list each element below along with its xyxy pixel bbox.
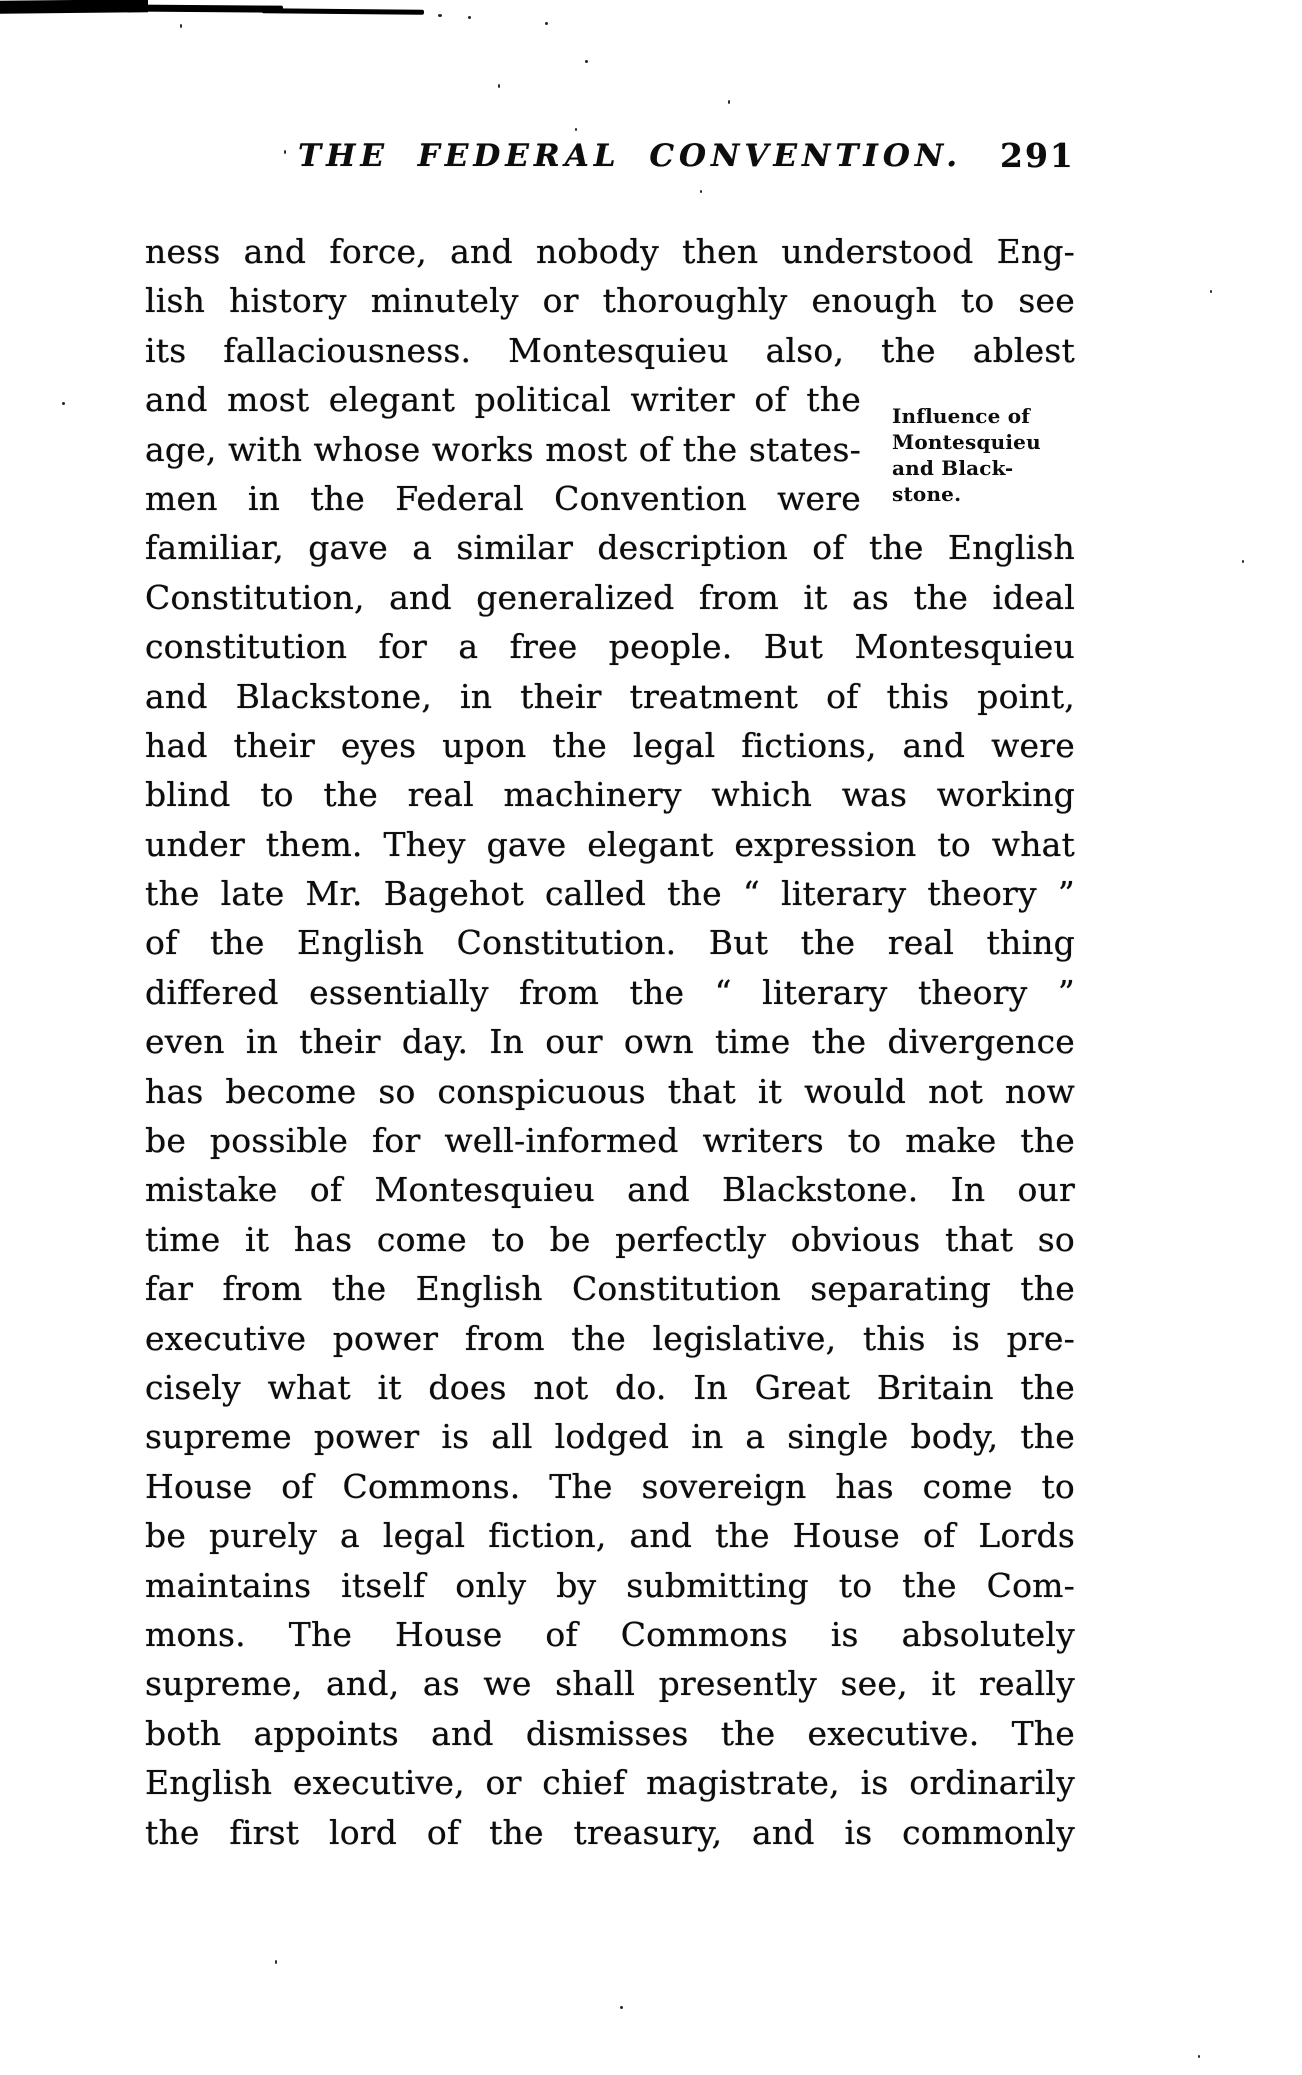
text-line: under them. They gave elegant expression to what (145, 824, 1075, 864)
page-number: 291 (1000, 136, 1075, 175)
text-line: and Blackstone, in their treatment of this point, (145, 676, 1075, 716)
running-header (0, 138, 1302, 190)
scan-speck (585, 60, 588, 63)
text-line: men in the Federal Convention were (145, 478, 861, 518)
scan-speck (1210, 290, 1212, 293)
text-line: differed essentially from the “ literary theory ” (145, 972, 1075, 1012)
text-line: be purely a legal fiction, and the House of Lords (145, 1516, 1075, 1556)
text-line: and most elegant political writer of the (145, 380, 861, 420)
scan-speck (545, 22, 548, 25)
text-line: lish history minutely or thoroughly enough to see (145, 281, 1075, 321)
text-line: supreme, and, as we shall presently see, it really (145, 1664, 1075, 1704)
scan-speck (438, 14, 442, 17)
scan-speck (575, 128, 577, 131)
text-line: ness and force, and nobody then understood Eng- (145, 232, 1075, 271)
text-line: constitution for a free people. But Montesquieu (145, 627, 1075, 667)
text-line: familiar, gave a similar description of the English (145, 528, 1075, 568)
text-line: supreme power is all lodged in a single body, the (145, 1417, 1075, 1457)
margin-note-line: and Black- (892, 456, 1014, 480)
scan-speck (620, 2006, 623, 2009)
scan-artifact (98, 4, 283, 12)
text-line: even in their day. In our own time the divergence (145, 1022, 1075, 1062)
text-line: mistake of Montesquieu and Blackstone. In our (145, 1170, 1075, 1210)
margin-note-line: Influence of (892, 404, 1031, 428)
text-line: executive power from the legislative, this is pre- (145, 1318, 1075, 1358)
text-line: English executive, or chief magistrate, is ordinarily (145, 1763, 1075, 1803)
text-line: be possible for well-informed writers to make the (145, 1121, 1075, 1161)
text-line: cisely what it does not do. In Great Britain the (145, 1367, 1075, 1407)
text-line: its fallaciousness. Montesquieu also, the ablest (145, 330, 1075, 370)
scan-speck (1198, 2055, 1200, 2058)
margin-note-line: Montesquieu (892, 430, 1041, 454)
scan-speck (62, 402, 65, 405)
scan-artifact (262, 8, 424, 14)
scan-speck (728, 100, 730, 104)
scan-speck (180, 24, 182, 28)
text-line: the late Mr. Bagehot called the “ literary theory ” (145, 874, 1075, 914)
text-line: far from the English Constitution separating the (145, 1269, 1075, 1309)
text-line: the first lord of the treasury, and is commonly (145, 1812, 1075, 1852)
margin-note (892, 403, 1112, 507)
text-line: had their eyes upon the legal fictions, and were (145, 725, 1075, 765)
scan-speck (498, 84, 500, 88)
text-line: has become so conspicuous that it would not now (145, 1071, 1075, 1111)
scan-speck (1242, 560, 1244, 563)
margin-note-line: stone. (892, 482, 962, 506)
scan-speck (700, 190, 702, 193)
text-line: maintains itself only by submitting to the Com- (145, 1565, 1075, 1605)
text-line: Constitution, and generalized from it as the ideal (145, 577, 1075, 617)
text-line: blind to the real machinery which was working (145, 775, 1075, 815)
text-line: mons. The House of Commons is absolutely (145, 1614, 1075, 1654)
page-title: THE FEDERAL CONVENTION. (298, 138, 963, 174)
text-line: of the English Constitution. But the real thing (145, 923, 1075, 963)
text-line: time it has come to be perfectly obvious that so (145, 1219, 1075, 1259)
text-line: House of Commons. The sovereign has come to (145, 1466, 1075, 1506)
text-line: age, with whose works most of the states- (145, 429, 861, 469)
scan-speck (468, 16, 471, 19)
text-line: both appoints and dismisses the executive. The (145, 1713, 1075, 1753)
scan-speck (275, 1960, 277, 1964)
